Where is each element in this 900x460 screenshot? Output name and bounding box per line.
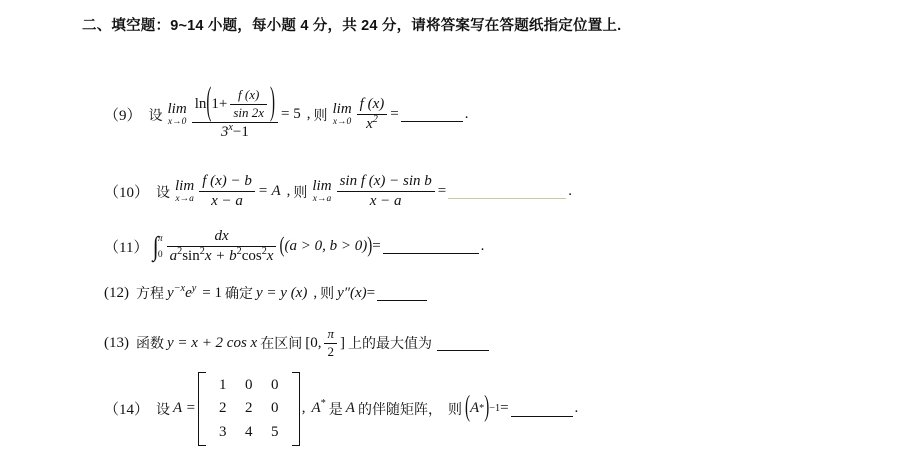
numerator: π	[327, 326, 334, 341]
fraction-2	[337, 173, 435, 211]
inner-fraction	[230, 88, 267, 121]
problem-13-tail: 上的最大值为	[347, 335, 432, 352]
interval-open: [0,	[305, 334, 322, 351]
problem-9-she: 设	[148, 106, 163, 123]
problem-14-number: （14）	[104, 402, 150, 419]
denominator: 2	[327, 343, 334, 359]
problem-13-hanshu: 函数	[136, 335, 164, 352]
ln-symbol: ln	[194, 95, 207, 112]
problem-12-fangcheng: 方程	[136, 285, 164, 301]
problem-12-ze: 则	[320, 285, 335, 301]
equation-lhs: $y^{-x}e^y$	[167, 282, 197, 301]
problem-13	[104, 327, 491, 360]
problem-10: （10） 设 lim x→a $\frac{f (x) - b}{x - a}$ = A , 则 lim x→a $\frac{\text{sin f (x) − sin b}}{x - a}$ = .	[104, 173, 572, 210]
limit-operator-2: lim x→0	[332, 100, 352, 127]
matrix-cell: 2	[219, 400, 227, 417]
upper-limit: π	[157, 233, 163, 244]
matrix-cell: 2	[245, 400, 253, 417]
base-3: 3	[220, 123, 229, 140]
open-paren-icon: (	[464, 391, 470, 424]
denominator: x − a	[211, 193, 243, 210]
main-fraction	[192, 82, 278, 141]
problem-14-shi: 是	[328, 400, 343, 417]
period: .	[480, 238, 485, 255]
interval-fraction	[324, 327, 337, 360]
period: .	[464, 106, 469, 123]
inner-numerator: f (x)	[238, 87, 260, 102]
problem-9-number: （9）	[104, 108, 142, 125]
y-double-prime: y″(x)	[337, 284, 367, 301]
limit-operator: lim x→a	[175, 178, 195, 204]
equals-sign: =	[500, 400, 509, 417]
close-paren-icon: )	[367, 234, 373, 258]
fraction-numerator	[192, 82, 278, 124]
matrix-cell: 5	[271, 423, 279, 440]
matrix-cell: 3	[219, 423, 227, 440]
second-numerator: f (x)	[359, 95, 385, 112]
fraction-bar	[192, 122, 278, 123]
matrix-cell: 1	[219, 377, 227, 393]
integrand-fraction	[167, 228, 277, 266]
equals-sign: =	[366, 284, 376, 301]
numerator: sin f (x) − sin b	[339, 173, 432, 189]
lower-limit: 0	[157, 249, 163, 260]
integral-operator	[152, 230, 163, 261]
matrix-A	[198, 372, 300, 446]
problem-9-ze: 则	[313, 106, 328, 123]
fraction-1	[199, 173, 255, 211]
problem-10-number: （10）	[104, 185, 150, 202]
answer-blank-14[interactable]	[511, 401, 573, 416]
problem-10-ze: 则	[293, 183, 308, 200]
problem-14-ze: 则	[447, 400, 462, 417]
open-paren-icon: (	[206, 82, 212, 124]
minus-one: −1	[232, 123, 249, 140]
problem-12-number: (12)	[104, 284, 129, 301]
problem-14-she: 设	[156, 400, 171, 417]
denominator: $a^2\sin^2x + b^2\cos^2x$	[169, 246, 274, 265]
inner-denominator: sin 2x	[233, 104, 265, 120]
answer-blank-11[interactable]	[383, 239, 479, 254]
limit-operator: lim x→0	[167, 100, 187, 127]
period: .	[568, 183, 572, 200]
one-plus: 1+	[211, 95, 228, 112]
integral-icon: ∫	[153, 230, 160, 261]
matrix-cell: 0	[271, 400, 279, 417]
A-star: A*	[311, 398, 326, 417]
A-star-inverse: ( A * ) −1	[464, 391, 501, 424]
second-fraction	[357, 96, 388, 134]
problem-14: （14） 设 A = 1 0 0 2 2 0 3 4 5 , A* 是 A 的伴随矩阵， 则 ( A * ) −1 = .	[104, 372, 578, 446]
problem-13-number: (13)	[104, 334, 129, 351]
problem-11	[104, 228, 484, 266]
numerator: dx	[214, 228, 229, 244]
period: .	[574, 400, 579, 417]
condition-group	[279, 234, 373, 258]
second-denominator: $x^2$	[366, 114, 378, 133]
problem-11-number: （11）	[104, 240, 149, 257]
matrix-row	[210, 374, 288, 397]
answer-blank-13[interactable]	[437, 336, 489, 351]
matrix-cell: 0	[245, 377, 253, 393]
matrix-rows	[206, 372, 292, 446]
problem-12-queding: 确定	[225, 285, 253, 301]
condition-text: (a > 0, b > 0)	[284, 238, 368, 255]
answer-blank-9[interactable]	[401, 107, 463, 122]
answer-blank-12[interactable]	[377, 285, 427, 300]
problem-10-she: 设	[156, 183, 171, 200]
interval	[305, 327, 345, 360]
problem-14-banusui: 的伴随矩阵，	[357, 400, 442, 417]
answer-blank-10[interactable]	[448, 184, 566, 199]
matrix-row	[210, 397, 288, 420]
fraction-bar	[199, 191, 255, 192]
open-paren-icon: (	[279, 234, 285, 258]
equation-rhs: = 1	[202, 284, 222, 301]
equals-sign: =	[437, 183, 447, 200]
exponent-x: x	[228, 121, 233, 133]
fraction-bar	[337, 191, 435, 192]
fraction-denominator	[218, 121, 252, 141]
function-expression: y = x + 2 cos x	[167, 334, 258, 351]
close-paren-icon: )	[484, 391, 490, 424]
y-of-x: y = y (x)	[256, 284, 308, 301]
matrix-cell: 0	[271, 377, 279, 393]
A-equals: A =	[173, 400, 196, 417]
A-symbol: A	[469, 400, 480, 417]
problem-13-zaiqujian: 在区间	[260, 335, 303, 352]
equals-five: = 5	[281, 106, 301, 123]
numerator: f (x) − b	[202, 173, 252, 189]
section-heading: 二、填空题：9~14 小题，每小题 4 分，共 24 分，请将答案写在答题纸指定位置上.	[82, 18, 622, 34]
matrix-row	[210, 421, 288, 444]
limit-operator-2: lim x→a	[312, 178, 332, 204]
denominator: x − a	[369, 193, 402, 210]
close-paren-icon: )	[270, 82, 276, 124]
equals-sign: =	[390, 106, 399, 123]
matrix-left-bracket	[198, 372, 206, 446]
problem-12: (12) 方程 $y^{-x}e^y$ = 1 确定 y = y (x) , 则 y″(x) =	[104, 283, 429, 303]
matrix-right-bracket	[292, 372, 300, 446]
problem-9: （9） 设 lim x→0 ln ( 1+ $\frac{f (x)}{\sin 2x}$ ) $3^x-1$ = 5 , 则 lim x→0 $\frac{f (x)}{x^2}$ = .	[104, 82, 469, 140]
A-plain: A	[345, 400, 355, 417]
matrix-cell: 4	[245, 423, 253, 440]
equals-sign: =	[372, 238, 381, 255]
equals-A: = A	[257, 183, 281, 200]
interval-close: ]	[339, 334, 345, 351]
